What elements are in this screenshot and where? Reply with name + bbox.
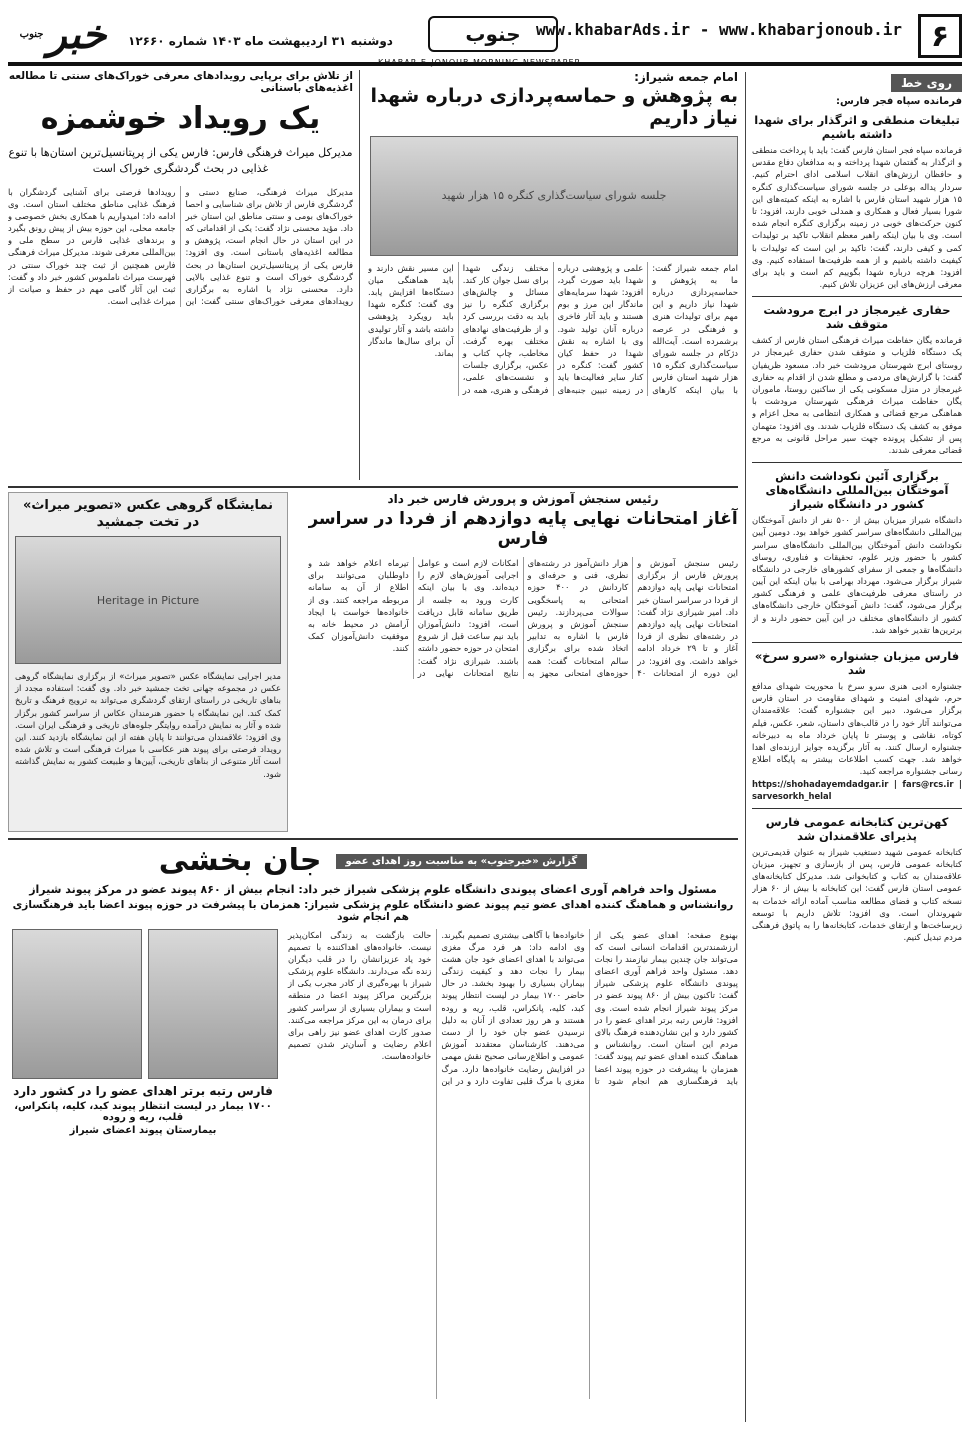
exam-story	[308, 492, 738, 832]
lead-kicker: امام جمعه شیراز:	[634, 70, 738, 84]
newspaper-logo	[8, 10, 118, 58]
column-divider	[359, 70, 360, 480]
right-item-body: فرمانده یگان حفاظت میراث فرهنگی استان فارس از کشف یک دستگاه فلزیاب و متوقف شدن حفاری غیرمجاز در روستای ابرج شهرستان مرودشت خبر داد. مسعود ظریفیان گفت: با گزارش‌های مردمی و مطلع شدن از اقدام به حفاری غیرمجاز در منزل مسکونی یکی از ساکنین روستا، ماموران یگان حفاظت میراث فرهنگی شهرستان مرودشت با هماهنگی مرجع قضائی و همکاری انتظامی به محل اعزام و موفق به کشف یک دستگاه فلزیاب شدند. وی افزود: متهمان پس از تشکیل پرونده جهت سیر مراحل قانونی به مرجع قضائی معرفی شدند.	[752, 335, 962, 455]
right-item-title: حفاری غیرمجاز در ابرج مرودشت متوقف شد	[763, 303, 951, 332]
exhibit-photo-caption: Heritage in Picture	[96, 593, 200, 607]
divider	[752, 642, 962, 643]
lead-photo	[370, 136, 738, 256]
food-kicker: از تلاش برای برپایی رویدادهای معرفی خوراک‌های سنتی تا مطالعه اغذیه‌های باستانی	[8, 70, 353, 94]
organ-body: بهنوع صفحه: اهدای عضو یکی از ارزشمندترین اقدامات انسانی است که می‌تواند جان چندین بیمار نیازمند را نجات دهد. مسئول واحد فراهم آوری اعضای پیوندی دانشگاه علوم پزشکی شیراز گفت: تاکنون بیش از ۸۶۰ پیوند عضو در مرکز پیوند شیراز انجام شده است. وی افزود: فارس رتبه برتر اهدای عضو را در کشور دارد و این نشان‌دهنده فرهنگ بالای مردم این استان است. روانشناس و هماهنگ کننده اهدای عضو تیم پیوند گفت: همزمان با پیشرفت در حوزه پیوند اعضا باید فرهنگسازی هم انجام شود تا خانواده‌ها با آگاهی بیشتری تصمیم بگیرند. وی ادامه داد: هر فرد مرگ مغزی می‌تواند با اهدای اعضای خود جان هشت بیمار را نجات دهد و کیفیت زندگی بیماران بسیاری را بهبود بخشد. در حال حاضر ۱۷۰۰ بیمار در لیست انتظار پیوند کبد، کلیه، پانکراس، قلب، ریه و روده هستند و هر روز تعدادی از آنان به دلیل نرسیدن عضو جان خود را از دست می‌دهند. کارشناسان معتقدند آموزش عمومی و اطلاع‌رسانی صحیح نقش مهمی در افزایش رضایت خانواده‌ها دارد. مرگ مغزی با مرگ قلبی تفاوت دارد و در این حالت بازگشت به زندگی امکان‌پذیر نیست. خانواده‌های اهداکننده با تصمیم خود یاد عزیزانشان را در قلب دیگران زنده نگه می‌دارند. دانشگاه علوم پزشکی شیراز با بهره‌گیری از کادر مجرب یکی از بزرگترین مراکز پیوند اعضا در منطقه است و بیماران بسیاری از سراسر کشور برای درمان به این مرکز مراجعه می‌کنند. صدور کارت اهدای عضو نیز راهی برای اعلام رضایت و آسان‌تر شدن تصمیم خانواده‌هاست.	[288, 929, 738, 1086]
organ-inset	[8, 929, 278, 1399]
right-column-tag: روی خط	[891, 74, 962, 92]
right-item-title: فارس میزبان جشنواره «سرو سرخ» شد	[754, 649, 960, 677]
right-item-links[interactable]: https://shohadayemdadgar.ir | fars@rcs.ir | sarvesorkh_helal	[752, 778, 962, 801]
right-item-title: تبلیغات منطقی و اثرگذار برای شهدا داشته باشیم	[754, 113, 960, 141]
exhibit-story	[8, 492, 288, 832]
logo-subtext: جنوب	[19, 28, 44, 40]
right-item-1	[752, 96, 962, 290]
organ-photo-2	[12, 929, 142, 1079]
organ-inset-title: فارس رتبه برتر اهدای عضو را در کشور دارد	[13, 1083, 273, 1098]
organ-headline: جان بخشی	[158, 844, 322, 878]
right-item-body: کتابخانه عمومی شهید دستغیب شیراز به عنوان قدیمی‌ترین کتابخانه عمومی فارس، پس از بازسازی و تجهیز، میزبان علاقه‌مندان به کتاب و کتابخوانی شد. مدیرکل کتابخانه‌های عمومی استان فارس گفت: این کتابخانه با بیش از ۶۰ هزار نسخه کتاب و فضای مطالعه مناسب آماده ارائه خدمات به شهروندان است. وی افزود: تلاش داریم با توسعه زیرساخت‌ها و ارتقای خدمات، کتابخانه‌ها را به پاتوق فرهنگی مردم تبدیل کنیم.	[752, 846, 962, 943]
exhibit-headline-1: نمایشگاه گروهی عکس «تصویر میراث»	[22, 498, 274, 513]
masthead-rule	[8, 62, 962, 66]
section-label: جنوب	[428, 16, 558, 52]
right-item-body: فرمانده سپاه فجر استان فارس گفت: باید با پرداخت منطقی و اثرگذار به گفتمان شهدا پرداخته و به مدافعان دفاع مقدس و حافظان ارزش‌های انقلاب اسلامی ادای احترام کنیم. سردار یداله بوعلی در جلسه شورای سیاست‌گذاری کنگره ۱۵ هزار شهید استان فارس با اشاره به اینکه کمیته‌های این شورا بسیار فعال و همکاری و همدلی خوبی دارند، افزود: تا کنون حرکت‌های خوبی در زمینه برگزاری کنگره انجام شده است. وی با بیان اینکه راهبر معظم انقلاب تاکید بر تولیدات کمی و کیفی دارند، گفت: تاکید بر این است که تولیدات با کیفیت داشته باشیم و از همه ظرفیت‌ها استفاده کنیم. وی افزود: هرچه درباره شهدا بگوییم کم است و باید برای معرفی ارزش‌های این عزیزان تلاش کنیم.	[752, 145, 962, 290]
divider	[752, 808, 962, 809]
right-item-kicker: فرمانده سپاه فجر فارس:	[835, 96, 962, 107]
divider	[752, 296, 962, 297]
dateline: دوشنبه ۳۱ اردیبهشت ماه ۱۴۰۳ شماره ۱۲۶۶۰	[128, 34, 393, 48]
right-item-body: دانشگاه شیراز میزبان بیش از ۵۰۰ نفر از دانش آموختگان بین‌المللی دانشگاه‌های سراسر کشور خواهد بود. دومین آیین نکوداشت دانش آموختگان بین‌المللی دانشگاه‌های سراسر کشور با حضور وزیر علوم، تحقیقات و فناوری، روسای دانشگاه‌ها و جمعی از سفرای کشورهای خارجی در دانشگاه شیراز برگزار می‌شود. مهرداد بهرامی با بیان اینکه این آیین در راستای معرفی ظرفیت‌های علمی و فرهنگی کشور برگزار می‌شود، گفت: دانش آموختگان خارجی دانشگاه‌های کشور از دانشگاه‌های مختلف در این آیین حضور دارند و از برترین‌ها تقدیر خواهد شد.	[752, 515, 962, 635]
lead-headline: به پژوهش و حماسه‌پردازی درباره شهدا نیاز داریم	[370, 85, 738, 129]
right-item-2	[752, 303, 962, 456]
lead-photo-caption: جلسه شورای سیاست‌گذاری کنگره ۱۵ هزار شهید	[441, 189, 667, 203]
lead-story	[368, 70, 738, 480]
organ-deck-1: مسئول واحد فراهم آوری اعضای پیوندی دانشگاه علوم پزشکی شیراز خبر داد: انجام بیش از ۸۶۰ پیوند عضو در مرکز پیوند شیراز	[29, 882, 717, 896]
food-story	[8, 70, 353, 480]
exhibit-headline-2: در تخت جمشید	[96, 513, 200, 530]
food-headline: یک رویداد خوشمزه	[40, 101, 321, 136]
exhibit-photo	[15, 536, 281, 664]
column-divider	[745, 72, 746, 1422]
food-deck: مدیرکل میراث فرهنگی فارس: فارس یکی از پرپتانسیل‌ترین استان‌ها با تنوع غذایی در بحث گردشگری خوراک است	[8, 145, 353, 175]
right-item-4	[752, 649, 962, 802]
logo-text: خبر	[47, 10, 107, 58]
organ-story	[8, 844, 738, 1422]
right-item-title: کهن‌ترین کتابخانه عمومی فارس پذیرای علاقمندان شد	[765, 814, 949, 843]
right-column	[752, 72, 962, 1422]
exam-kicker: رئیس سنجش آموزش و پرورش فارس خبر داد	[387, 492, 659, 506]
right-item-title: برگزاری آئین نکوداشت دانش آموختگان بین‌المللی دانشگاه‌های کشور در دانشگاه شیراز	[765, 469, 949, 512]
organ-inset-sub1: ۱۷۰۰ بیمار در لیست انتظار پیوند کبد، کلیه، پانکراس، قلب، ریه و روده	[14, 1101, 272, 1124]
divider	[752, 462, 962, 463]
section-rule	[8, 486, 738, 488]
right-item-5	[752, 815, 962, 944]
organ-photo-1	[148, 929, 278, 1079]
food-body: مدیرکل میراث فرهنگی، صنایع دستی و گردشگری فارس از تلاش برای شناسایی و احصا خوراک‌های بومی و سنتی مناطق این استان خبر داد. مؤید محسنی نژاد گفت: یکی از اقداماتی که در این استان در حال انجام است، پژوهش و مطالعه اغذیه‌های باستانی است. وی افزود: فارس یکی از پرپتانسیل‌ترین استان‌ها در بحث گردشگری خوراک است و تنوع غذایی بالایی دارد. محسنی نژاد با اشاره به برگزاری رویدادهای معرفی خوراک‌های سنتی گفت: این رویدادها فرصتی برای آشنایی گردشگران با فرهنگ غذایی مناطق مختلف استان است. وی ادامه داد: امیدواریم با همکاری بخش خصوصی و جامعه محلی، این حوزه بیش از پیش رونق بگیرد و برندهای غذایی فارس در سطح ملی و بین‌المللی معرفی شوند. مدیرکل میراث فرهنگی فارس همچنین از ثبت چند خوراک سنتی در فهرست میراث ناملموس کشور خبر داد و گفت: ثبت این آثار گامی مهم در حفظ و صیانت از میراث غذایی است.	[8, 186, 353, 307]
exam-headline: آغاز امتحانات نهایی پایه دوازدهم از فردا در سراسر فارس	[308, 509, 738, 549]
lead-body: امام جمعه شیراز گفت: ما به پژوهش و حماسه‌پردازی درباره شهدا نیاز داریم و این مهم برای تولیدات هنری و فرهنگی در عرصه برشمرده است. آیت‌الله دژکام در جلسه شورای سیاست‌گذاری کنگره ۱۵ هزار شهید استان فارس با بیان اینکه کارهای علمی و پژوهشی درباره شهدا باید صورت گیرد، افزود: شهدا سرمایه‌های ماندگار این مرز و بوم هستند و باید آثار فاخری درباره آنان تولید شود. وی با اشاره به نقش شهدا در حفظ کیان کشور گفت: کنگره در کنار سایر فعالیت‌ها باید در زمینه تبیین جنبه‌های مختلف زندگی شهدا برای نسل جوان کار کند. مسائل و چالش‌های برگزاری کنگره را نیز باید به دقت بررسی کرد و از ظرفیت‌های نهادهای مختلف بهره گرفت. مخاطب، چاپ کتاب و عکس، برگزاری جلسات و نشست‌های علمی، فرهنگی و هنری، همه در این مسیر نقش دارند و باید هماهنگی میان دستگاه‌ها افزایش یابد. وی گفت: کنگره شهدا باید رویکرد پژوهشی داشته باشد و آثار تولیدی آن برای سال‌ها ماندگار بماند.	[368, 262, 738, 395]
right-item-3	[752, 469, 962, 636]
organ-tag: گزارش «خبرجنوب» به مناسبت روز اهدای عضو	[336, 854, 588, 869]
exam-body: رئیس سنجش آموزش و پرورش فارس از برگزاری امتحانات نهایی پایه دوازدهم از فردا در سراسر استان خبر داد. امیر شیرازی نژاد گفت: امتحانات نهایی پایه دوازدهم در رشته‌های نظری از فردا آغاز و تا ۲۹ خرداد ادامه خواهد داشت. وی افزود: در این دوره از امتحانات ۴۰ هزار دانش‌آموز در رشته‌های نظری، فنی و حرفه‌ای و کاردانش در ۴۰۰ حوزه امتحانی به پاسخگویی سوالات می‌پردازند. رئیس سنجش آموزش و پرورش فارس با اشاره به تدابیر اتخاذ شده برای برگزاری سالم امتحانات گفت: همه حوزه‌های امتحانی مجهز به امکانات لازم است و عوامل اجرایی آموزش‌های لازم را دیده‌اند. وی با بیان اینکه کارت ورود به جلسه از طریق سامانه قابل دریافت است، افزود: دانش‌آموزان باید نیم ساعت قبل از شروع امتحان در حوزه حضور داشته باشند. شیرازی نژاد گفت: نتایج امتحانات نهایی در تیرماه اعلام خواهد شد و داوطلبان می‌توانند برای اطلاع از آن به سامانه مربوطه مراجعه کنند. وی از خانواده‌ها خواست با ایجاد آرامش در محیط خانه به موفقیت دانش‌آموزان کمک کنند.	[308, 558, 738, 678]
masthead	[8, 6, 962, 62]
page-number: ۶	[918, 14, 962, 58]
right-item-body: جشنواره ادبی هنری سرو سرخ با محوریت شهدای مدافع حرم، شهدای امنیت و شهدای مقاومت در استان فارس برگزار می‌شود. دبیر این جشنواره گفت: علاقه‌مندان می‌توانند آثار خود را در قالب‌های داستان، شعر، عکس، فیلم کوتاه، نقاشی و پوستر تا پایان خرداد ماه به دبیرخانه جشنواره ارسال کنند. به آثار برگزیده جوایز ارزنده‌ای اهدا خواهد شد. جهت کسب اطلاعات بیشتر به پایگاه اطلاع رسانی جشنواره مراجعه کنید.	[752, 681, 962, 777]
exhibit-body: مدیر اجرایی نمایشگاه عکس «تصویر میراث» از برگزاری نمایشگاه گروهی عکس در مجموعه جهانی تخت جمشید خبر داد. وی گفت: استفاده مجدد از بناهای تاریخی در راستای ارتقای گردشگری می‌تواند به ترویج فرهنگ و تاریخ کمک کند. این نمایشگاه با حضور هنرمندان عکاس از سراسر کشور برگزار شده و آثار به نمایش درآمده روایتگر جلوه‌های تاریخی و فرهنگی ایران است. وی افزود: علاقمندان می‌توانند تا پایان هفته از این نمایشگاه بازدید کنند. این رویداد فرصتی برای پیوند هنر عکاسی با میراث فرهنگی است و تلاش شده است آثار متنوعی از بناهای تاریخی، آیین‌ها و طبیعت کشور به نمایش گذاشته شود.	[15, 671, 281, 779]
organ-inset-sub2: بیمارستان پیوند اعضای شیراز	[69, 1125, 217, 1137]
section-rule	[8, 838, 738, 840]
site-urls[interactable]: www.khabarAds.ir - www.khabarjonoub.ir	[535, 20, 902, 39]
organ-deck-2: روانشناس و هماهنگ کننده اهدای عضو تیم پیوند عضو دانشگاه علوم پزشکی شیراز: همزمان با پیشرفت در حوزه پیوند اعضا باید فرهنگسازی هم انجام شود	[12, 898, 734, 923]
